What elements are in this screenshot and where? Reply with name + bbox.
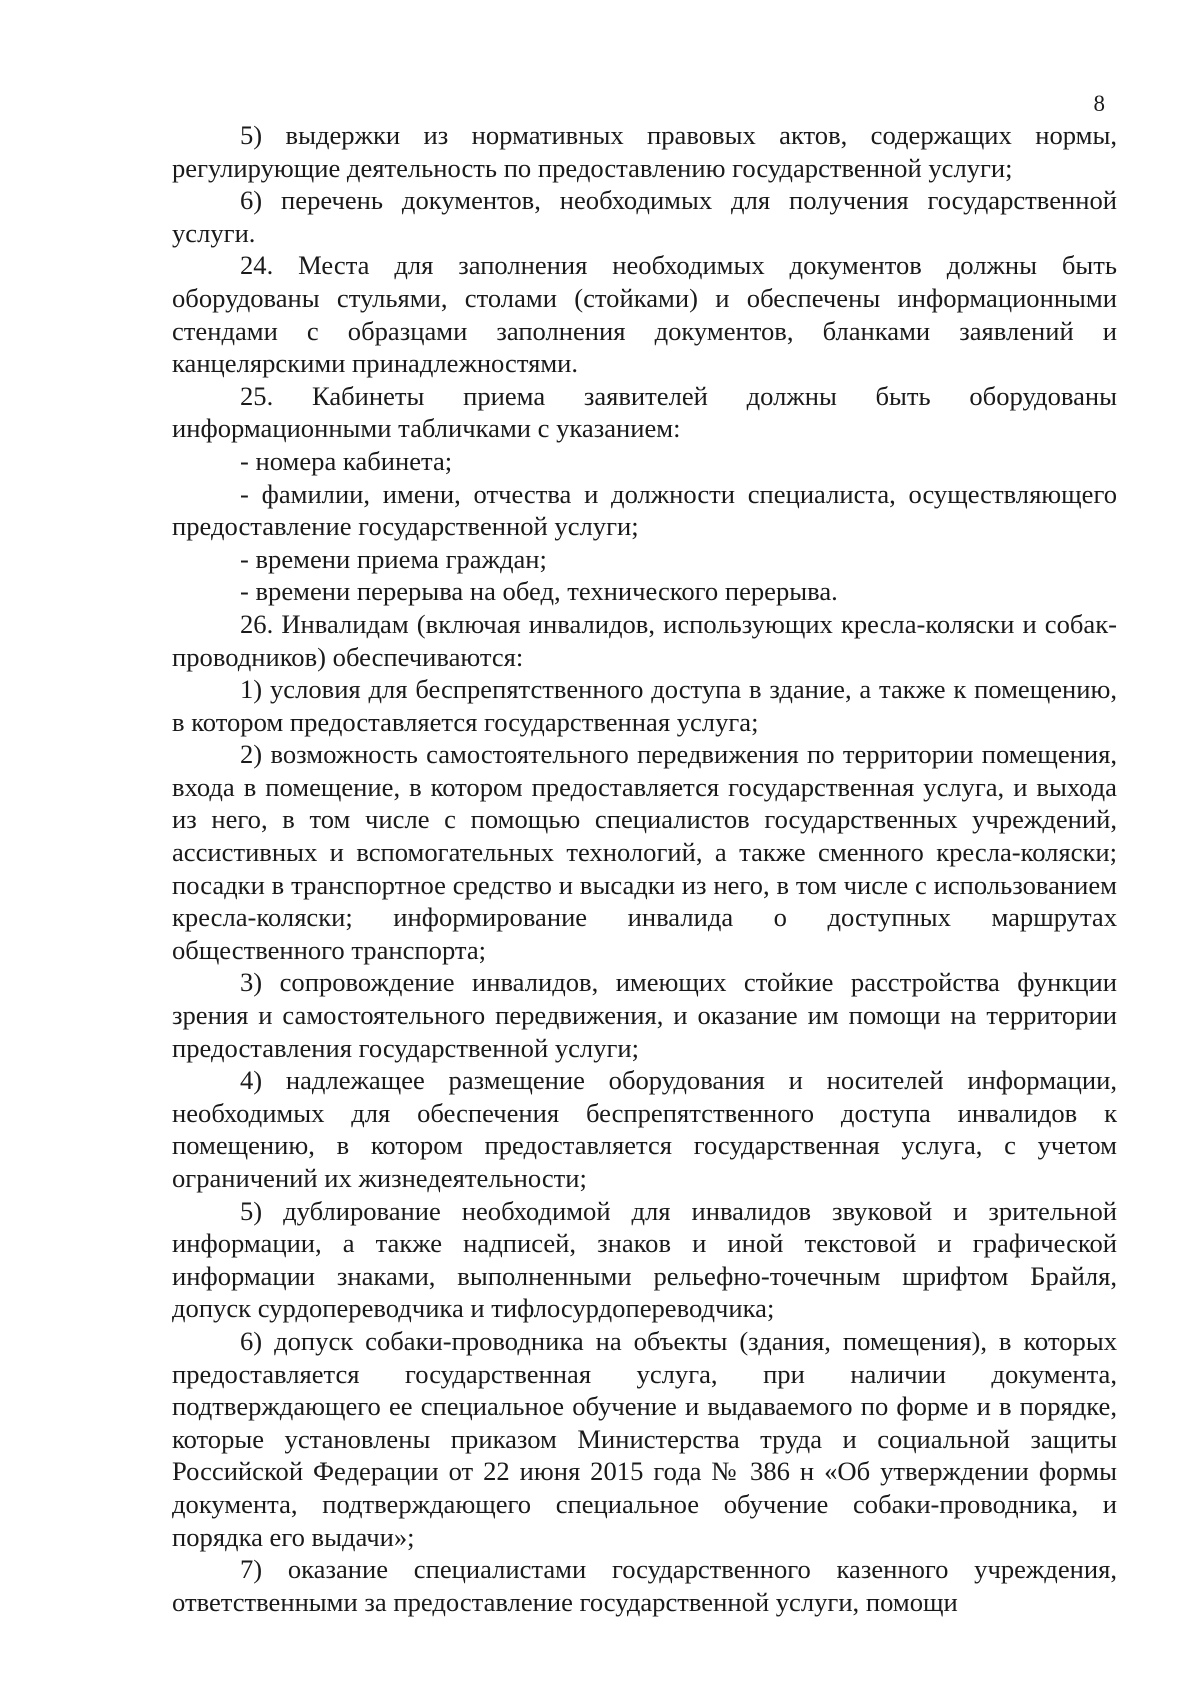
list-item-reception-time: - времени приема граждан; [240,543,547,574]
list-item-cabinet-number: - номера кабинета; [240,445,453,476]
page-number: 8 [1093,91,1105,116]
paragraph-26-item-1: 1) условия для беспрепятственного доступа в здание, а также к помещению, в котором предоставляется государственная услуга; [172,674,1117,737]
paragraph-26-item-2: 2) возможность самостоятельного передвижения по территории помещения, входа в помещение, в котором предоставляется государственная услуга, и выхода из него, в том числе с помощью специалистов государственных учреждений, ассистивных и вспомогательных технологий, а также сменного кресла-коляски; посадки в транспортное средство и высадки из него, в том числе с использованием кресла-коляски; информирование инвалида о доступных маршрутах общественного транспорта; [172,739,1117,965]
paragraph-item-6: 6) перечень документов, необходимых для получения государственной услуги. [172,185,1117,248]
paragraph-26-item-4: 4) надлежащее размещение оборудования и носителей информации, необходимых для обеспечения беспрепятственного доступа инвалидов к помещению, в котором предоставляется государственная услуга, с учетом ограничений их жизнедеятельности; [172,1065,1117,1193]
paragraph-26: 26. Инвалидам (включая инвалидов, использующих кресла-коляски и собак-проводников) обеспечиваются: [172,608,1117,672]
paragraph-26-item-7: 7) оказание специалистами государственного казенного учреждения, ответственными за предоставление государственной услуги, помощи [172,1554,1117,1617]
list-item-break-time: - времени перерыва на обед, технического перерыва. [240,576,838,607]
paragraph-item-5: 5) выдержки из нормативных правовых актов, содержащих нормы, регулирующие деятельность по предоставлению государственной услуги; [172,120,1117,183]
paragraph-24: 24. Места для заполнения необходимых документов должны быть оборудованы стульями, столами (стойками) и обеспечены информационными стендами с образцами заполнения документов, бланками заявлений и канцелярскими принадлежностями. [172,250,1117,379]
paragraph-26-item-5: 5) дублирование необходимой для инвалидов звуковой и зрительной информации, а также надписей, знаков и иной текстовой и графической информации знаками, выполненными рельефно-точечным шрифтом Брайля, допуск сурдопереводчика и тифлосурдопереводчика; [172,1195,1117,1324]
paragraph-26-item-3: 3) сопровождение инвалидов, имеющих стойкие расстройства функции зрения и самостоятельного передвижения, и оказание им помощи на территории предоставления государственной услуги; [172,967,1117,1063]
document-body [172,119,1117,1618]
paragraph-26-item-6: 6) допуск собаки-проводника на объекты (здания, помещения), в которых предоставляется государственная услуга, при наличии документа, подтверждающего ее специальное обучение и выдаваемого по форме и в порядке, которые установлены приказом Министерства труда и социальной защиты Российской Федерации от 22 июня 2015 года № 386 н «Об утверждении формы документа, подтверждающего специальное обучение собаки-проводника, и порядка его выдачи»; [172,1325,1117,1552]
paragraph-25: 25. Кабинеты приема заявителей должны быть оборудованы информационными табличками с указанием: [172,380,1117,444]
list-item-specialist-name: - фамилии, имени, отчества и должности специалиста, осуществляющего предоставление государственной услуги; [172,478,1117,542]
